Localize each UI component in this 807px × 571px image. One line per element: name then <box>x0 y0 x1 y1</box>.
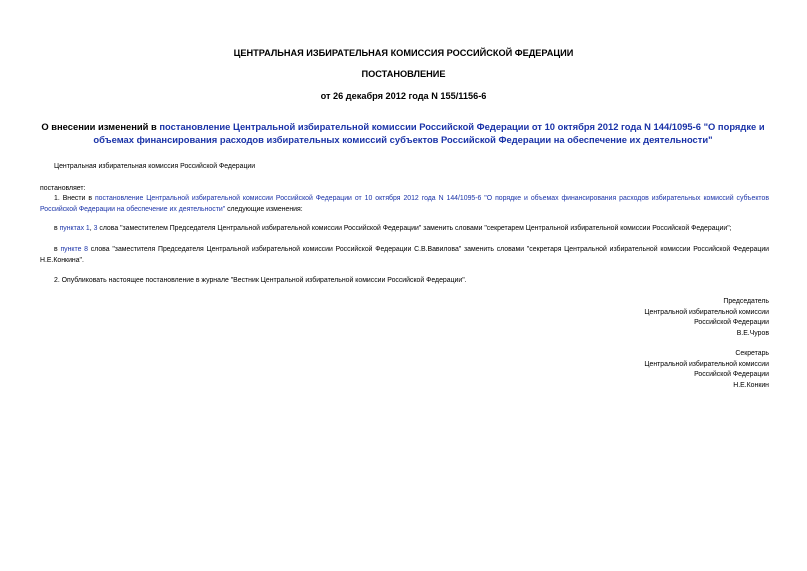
document-date-number: от 26 декабря 2012 года N 155/1156-6 <box>320 91 487 101</box>
item-2-paragraph: 2. Опубликовать настоящее постановление в журнале "Вестник Центральной избирательной комиссии Российской Федерации". <box>54 277 467 284</box>
item-1-link[interactable]: постановление Центральной избирательной комиссии Российской Федерации от 10 октября 2012 года N 144/1095-6 "О порядке и объемах финансирования расходов избирательных комиссий субъектов Российской Федерации на обеспечение их деятельности" <box>40 195 769 213</box>
signature-line: Российской Федерации <box>694 371 769 379</box>
signature-line: Центральной избирательной комиссии <box>644 308 769 316</box>
secretary-signature <box>509 349 769 391</box>
change-1-paragraph <box>40 224 769 235</box>
item-1-suffix: следующие изменения: <box>225 205 303 213</box>
change-2-paragraph <box>40 245 769 266</box>
authority-heading: ЦЕНТРАЛЬНАЯ ИЗБИРАТЕЛЬНАЯ КОМИССИЯ РОССИЙСКОЙ ФЕДЕРАЦИИ <box>233 48 574 58</box>
signature-line: Российской Федерации <box>694 319 769 327</box>
resolves-paragraph: постановляет: <box>40 185 86 192</box>
change-2-prefix: в <box>54 246 61 253</box>
change-1-link-points[interactable]: пунктах 1 <box>59 225 90 232</box>
change-1-sep: , <box>89 225 94 232</box>
subject-link[interactable]: постановление Центральной избирательной комиссии Российской Федерации от 10 октября 2012 года N 144/1095-6 "О порядке и объемах финансирования расходов избирательных комиссий субъектов Российской Федерации на обеспечение их деятельности" <box>93 121 765 145</box>
signature-line: В.Е.Чуров <box>736 329 769 337</box>
change-1-suffix: слова "заместителем Председателя Центральной избирательной комиссии Российской Федерации" заменить словами "секретарем Центральной избирательной комиссии Российской Федерации"; <box>97 225 732 232</box>
change-2-suffix: слова "заместителя Председателя Центральной избирательной комиссии Российской Федерации С.В.Вавилова" заменить словами "секретаря Центральной избирательной комиссии Российской Федерации Н.Е.Конкина". <box>40 246 770 264</box>
document-subject <box>28 120 778 146</box>
signature-line: Секретарь <box>735 350 769 357</box>
signature-line: Председатель <box>723 298 769 305</box>
signature-line: Н.Е.Конкин <box>733 381 769 389</box>
chairman-signature <box>509 297 769 339</box>
item-1-paragraph <box>40 194 769 215</box>
issuer-paragraph: Центральная избирательная комиссия Российской Федерации <box>54 163 256 170</box>
signature-line: Центральной избирательной комиссии <box>644 360 769 368</box>
change-1-link-point-3[interactable]: 3 <box>93 225 98 232</box>
document-type-heading: ПОСТАНОВЛЕНИЕ <box>361 69 446 79</box>
change-2-link[interactable]: пункте 8 <box>60 246 89 253</box>
subject-prefix: О внесении изменений в <box>41 121 160 132</box>
item-1-prefix: 1. Внести в <box>54 195 95 202</box>
change-1-prefix: в <box>54 225 60 232</box>
